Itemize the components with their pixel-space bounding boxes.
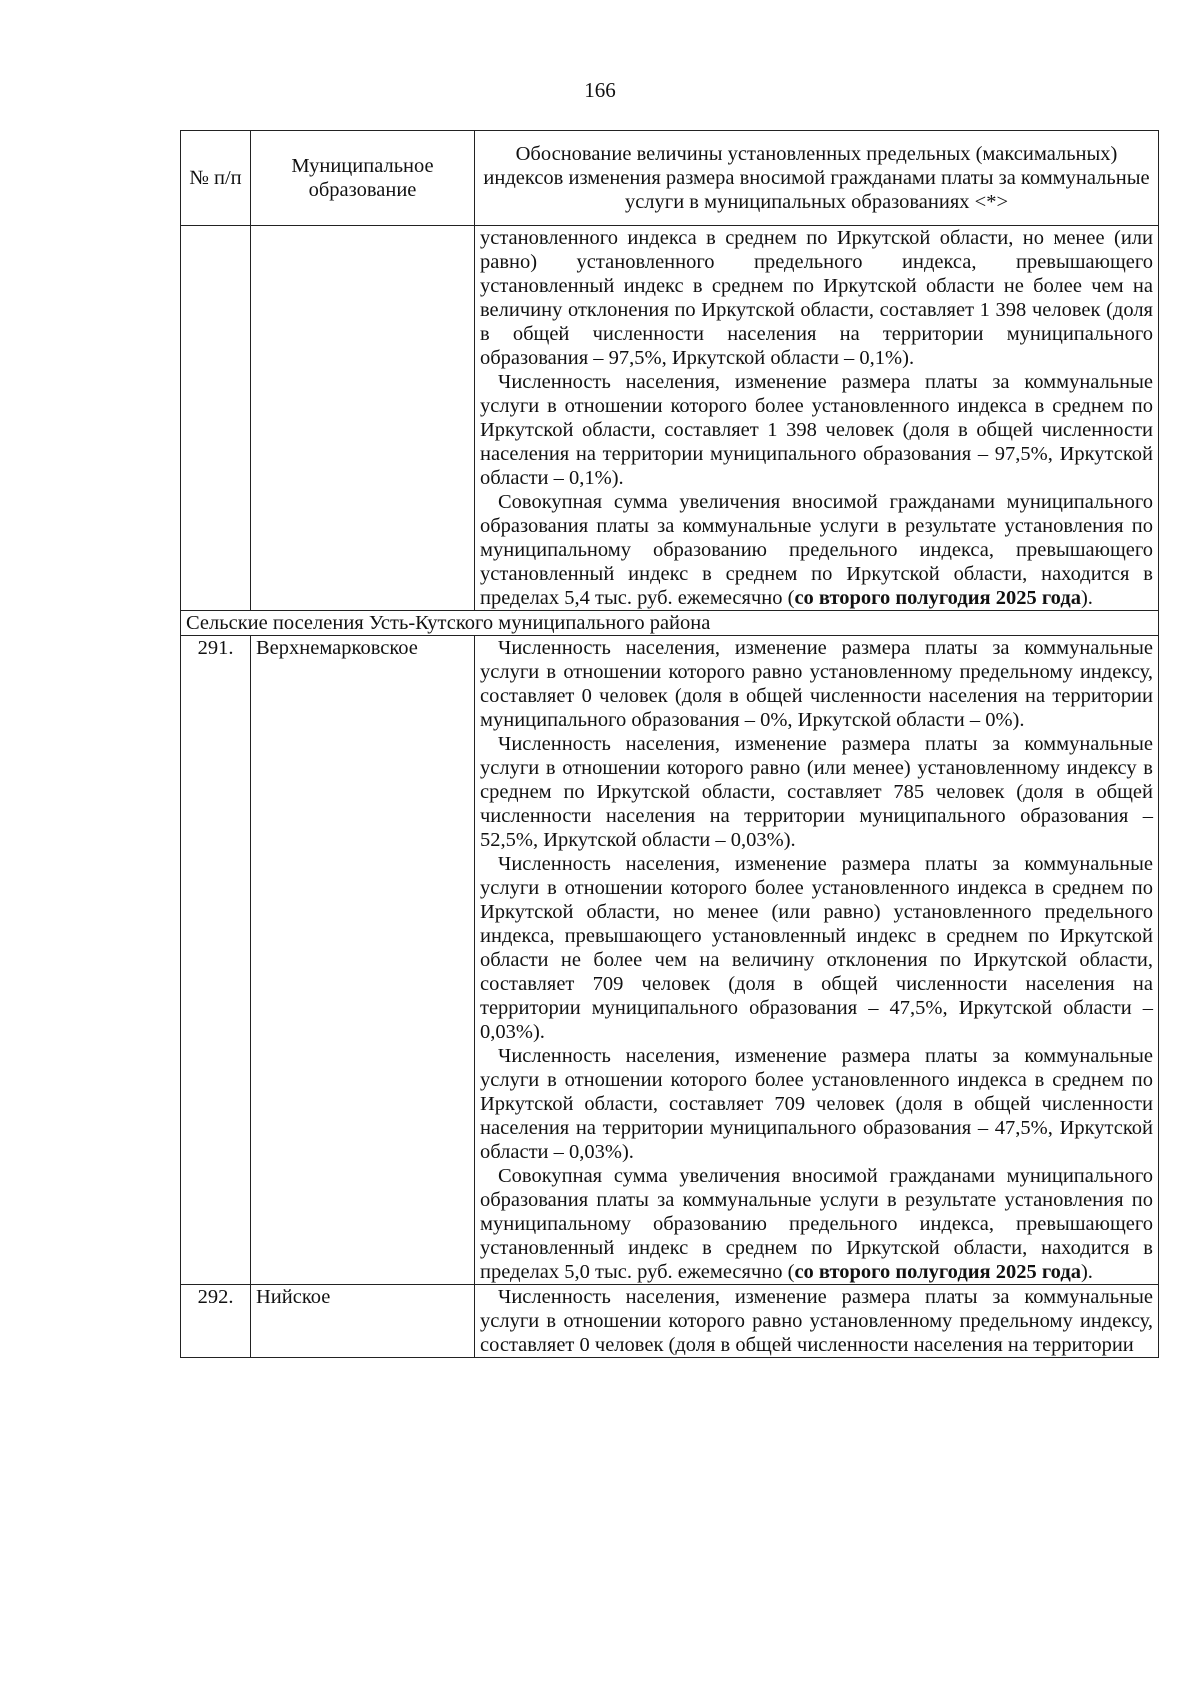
row-number: 291. bbox=[181, 636, 251, 1285]
row-name-empty bbox=[251, 226, 475, 611]
row-number: 292. bbox=[181, 1285, 251, 1358]
total-end: ). bbox=[1080, 587, 1093, 609]
row-number-empty bbox=[181, 226, 251, 611]
total-text: Совокупная сумма увеличения вносимой гражданами муниципального образования платы за коммунальные услуги в результате установления по муниципальному образованию предельного индекса, превышающего установленный индекс в среднем по Иркутской области, находится в пределах 5,0 тыс. руб. ежемесячно ( bbox=[480, 1165, 1153, 1283]
table-row-continued bbox=[181, 226, 1159, 611]
row-municipality: Нийское bbox=[251, 1285, 475, 1358]
total-text: Совокупная сумма увеличения вносимой гражданами муниципального образования платы за коммунальные услуги в результате установления по муниципальному образованию предельного индекса, превышающего установленный индекс в среднем по Иркутской области, находится в пределах 5,4 тыс. руб. ежемесячно ( bbox=[480, 491, 1153, 609]
total-period: со второго полугодия 2025 года bbox=[794, 1261, 1081, 1283]
header-municipality: Муниципальное образование bbox=[251, 131, 475, 226]
table-row bbox=[181, 1285, 1159, 1358]
paragraph: Численность населения, изменение размера платы за коммунальные услуги в отношении которого равно установленному предельному индексу, составляет 0 человек (доля в общей численности населения на территории bbox=[480, 1286, 1153, 1356]
paragraph: Численность населения, изменение размера платы за коммунальные услуги в отношении которого более установленного индекса в среднем по Иркутской области, составляет 709 человек (доля в общей численности населения на территории муниципального образования – 47,5%, Иркутской области – 0,03%). bbox=[480, 1045, 1153, 1163]
table-header-row bbox=[181, 131, 1159, 226]
total-end: ). bbox=[1080, 1261, 1093, 1283]
row-justification bbox=[475, 1285, 1159, 1358]
table-row bbox=[181, 636, 1159, 1285]
section-title: Сельские поселения Усть-Кутского муниципального района bbox=[181, 611, 1159, 636]
paragraph: Численность населения, изменение размера платы за коммунальные услуги в отношении которого равно (или менее) установленному индексу в среднем по Иркутской области, составляет 785 человек (доля в общей численности населения на территории муниципального образования – 52,5%, Иркутской области – 0,03%). bbox=[480, 733, 1153, 851]
row-justification bbox=[475, 636, 1159, 1285]
row-municipality: Верхнемарковское bbox=[251, 636, 475, 1285]
paragraph: Численность населения, изменение размера платы за коммунальные услуги в отношении которого равно установленному предельному индексу, составляет 0 человек (доля в общей численности населения на территории муниципального образования – 0%, Иркутской области – 0%). bbox=[480, 637, 1153, 731]
page-number: 166 bbox=[584, 78, 616, 102]
row-justification bbox=[475, 226, 1159, 611]
paragraph: Численность населения, изменение размера платы за коммунальные услуги в отношении которого более установленного индекса в среднем по Иркутской области, но менее (или равно) установленного предельного индекса, превышающего установленный индекс в среднем по Иркутской области не более чем на величину отклонения по Иркутской области, составляет 709 человек (доля в общей численности населения на территории муниципального образования – 47,5%, Иркутской области – 0,03%). bbox=[480, 853, 1153, 1043]
section-row bbox=[181, 611, 1159, 636]
tariff-index-table bbox=[180, 130, 1159, 1358]
total-period: со второго полугодия 2025 года bbox=[794, 587, 1081, 609]
total-paragraph bbox=[480, 490, 1153, 610]
paragraph: установленного индекса в среднем по Иркутской области, но менее (или равно) установленного предельного индекса, превышающего установленный индекс в среднем по Иркутской области не более чем на величину отклонения по Иркутской области, составляет 1 398 человек (доля в общей численности населения на территории муниципального образования – 97,5%, Иркутской области – 0,1%). bbox=[480, 227, 1153, 369]
header-number: № п/п bbox=[181, 131, 251, 226]
paragraph: Численность населения, изменение размера платы за коммунальные услуги в отношении которого более установленного индекса в среднем по Иркутской области, составляет 1 398 человек (доля в общей численности населения на территории муниципального образования – 97,5%, Иркутской области – 0,1%). bbox=[480, 371, 1153, 489]
total-paragraph bbox=[480, 1164, 1153, 1284]
header-justification: Обоснование величины установленных предельных (максимальных) индексов изменения размера вносимой гражданами платы за коммунальные услуги в муниципальных образованиях <*> bbox=[475, 131, 1159, 226]
